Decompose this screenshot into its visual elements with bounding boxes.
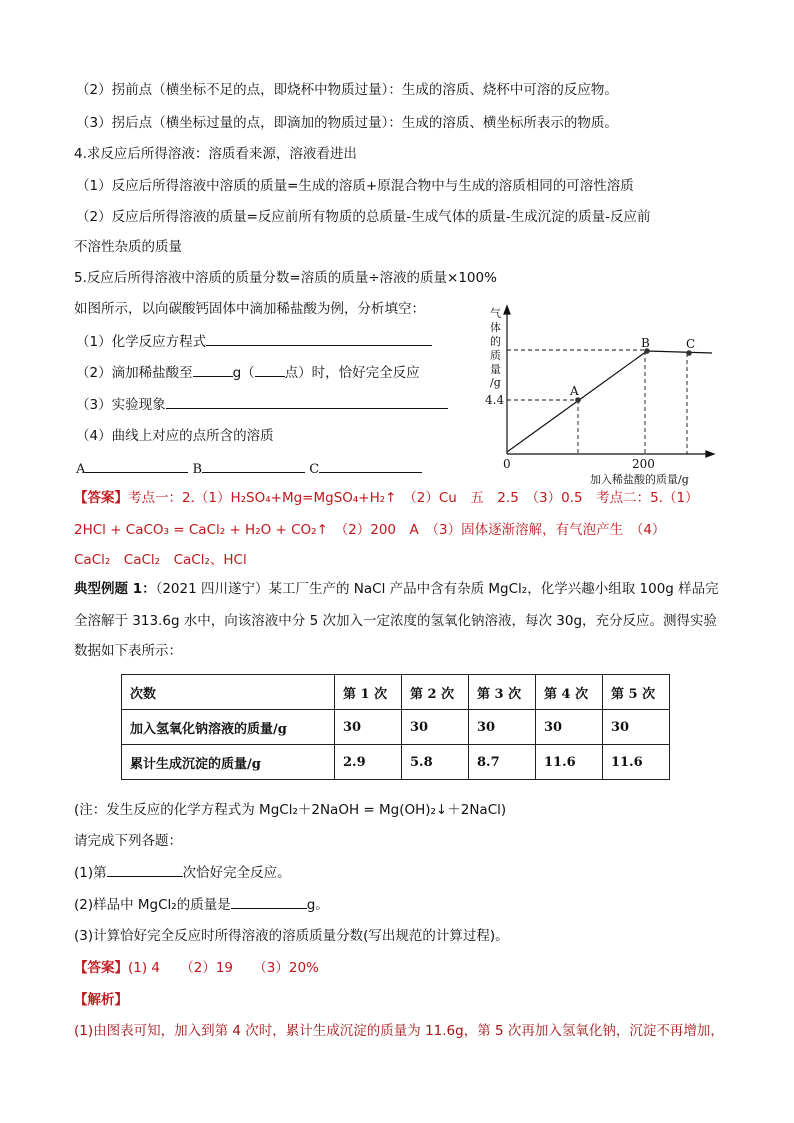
table-row: 累计生成沉淀的质量/g 2.9 5.8 8.7 11.6 11.6: [122, 745, 670, 780]
answer-blank[interactable]: [206, 331, 432, 346]
q1-label: （1）化学反应方程式: [76, 334, 207, 350]
point-a: [575, 397, 581, 403]
section5-heading: 5.反应后所得溶液中溶质的质量分数=溶质的质量÷溶液的质量×100%: [74, 270, 497, 286]
answer-tag: 【答案】: [74, 960, 128, 976]
question-note: (注：发生反应的化学方程式为 MgCl₂＋2NaOH = Mg(OH)₂↓＋2NaCl): [74, 802, 507, 818]
label-a: A: [76, 462, 86, 477]
example-intro-q3: [76, 394, 448, 415]
curve-flat: [647, 351, 712, 353]
answer-blank[interactable]: [107, 862, 183, 877]
example-label: 典型例题 1：: [74, 581, 156, 597]
answer-blank[interactable]: [231, 894, 307, 909]
answer1-line3: CaCl₂ CaCl₂ CaCl₂、HCl: [74, 552, 247, 568]
y-tick-4-4: 4.4: [485, 393, 505, 407]
answer-blank[interactable]: [193, 362, 233, 377]
example1-line2: 全溶解于 313.6g 水中，向该溶液中分 5 次加入一定浓度的氢氧化钠溶液，每次 30g，充分反应。测得实验: [74, 613, 718, 629]
example1-line3: 数据如下表所示：: [74, 643, 182, 659]
answer-blank[interactable]: [319, 458, 422, 473]
gas-mass-chart: [482, 302, 732, 492]
label-c: C: [309, 462, 320, 477]
answer-blank[interactable]: [202, 458, 305, 473]
q2-label-c: 点）时，恰好完全反应: [284, 365, 420, 381]
point-c: [686, 350, 692, 356]
svg-text:体: 体: [490, 321, 501, 334]
table-header-row: 次数 第 1 次 第 2 次 第 3 次 第 4 次 第 5 次: [122, 675, 670, 710]
label-c: C: [686, 337, 696, 351]
svg-text:的: 的: [490, 335, 501, 348]
example-intro-q1: [76, 331, 432, 352]
question-2: (2)样品中 MgCl₂的质量是 g。: [74, 894, 329, 915]
label-b: B: [641, 336, 650, 350]
analysis-line1: (1)由图表可知，加入到第 4 次时，累计生成沉淀的质量为 11.6g，第 5 次再加入氢氧化钠，沉淀不再增加，: [74, 1023, 724, 1039]
question-1: (1)第 次恰好完全反应。: [74, 862, 291, 883]
answer2: 【答案】(1) 4 （2）19 （3）20%: [74, 960, 319, 976]
section4-item2-line2: 不溶性杂质的质量: [74, 239, 182, 255]
q3-label: （3）实验现象: [76, 397, 166, 413]
svg-text:气: 气: [490, 307, 501, 320]
x-tick-200: 200: [632, 457, 655, 471]
svg-text:质: 质: [490, 349, 501, 362]
section3-item3: （3）拐后点（横坐标过量的点，即滴加的物质过量）：生成的溶质、横坐标所表示的物质。: [76, 115, 618, 131]
example1-line1: 典型例题 1：（2021 四川遂宁）某工厂生产的 NaCl 产品中含有杂质 MgCl₂，化学兴趣小组取 100g 样品完: [74, 581, 719, 597]
svg-text:/g: /g: [490, 376, 501, 389]
answer1-line1: 【答案】考点一：2.（1）H₂SO₄+Mg=MgSO₄+H₂↑ （2）Cu 五 2.5 （3）0.5 考点二：5.（1）: [74, 490, 699, 506]
example-intro-prompt: 如图所示，以向碳酸钙固体中滴加稀盐酸为例，分析填空：: [74, 301, 425, 317]
section3-item2: （2）拐前点（横坐标不足的点，即烧杯中物质过量）：生成的溶质、烧杯中可溶的反应物。: [76, 82, 618, 98]
q2-label-b: g（: [232, 365, 255, 381]
question-3: (3)计算恰好完全反应时所得溶液的溶质质量分数(写出规范的计算过程)。: [74, 928, 509, 944]
answer-tag: 【答案】: [74, 490, 128, 506]
analysis-tag: 【解析】: [74, 992, 128, 1008]
svg-text:量: 量: [490, 363, 501, 376]
label-a: A: [570, 384, 579, 398]
example-intro-q2: [76, 362, 420, 383]
section4-heading: 4.求反应后所得溶液：溶质看来源，溶液看进出: [74, 146, 357, 162]
example-intro-q4: （4）曲线上对应的点所含的溶质: [76, 428, 274, 444]
example-intro-abc: [76, 458, 422, 480]
answer-blank[interactable]: [166, 394, 448, 409]
answer-blank[interactable]: [255, 362, 285, 377]
label-b: B: [192, 462, 203, 477]
x-axis-label: 加入稀盐酸的质量/g: [590, 473, 689, 486]
table-row: 加入氢氧化钠溶液的质量/g 30 30 30 30 30: [122, 710, 670, 745]
answer1-line2: 2HCl + CaCO₃ = CaCl₂ + H₂O + CO₂↑ （2）200 A （3）固体逐渐溶解，有气泡产生 （4）: [74, 522, 666, 538]
answer-blank[interactable]: [85, 458, 188, 473]
origin-label: 0: [503, 457, 511, 471]
section4-item1: （1）反应后所得溶液中溶质的质量=生成的溶质+原混合物中与生成的溶质相同的可溶性溶质: [76, 178, 634, 194]
x-axis-arrow-icon: [706, 451, 714, 457]
data-table: [121, 674, 670, 780]
y-axis-arrow-icon: [504, 306, 510, 314]
section4-item2-line1: （2）反应后所得溶液的质量=反应前所有物质的总质量-生成气体的质量-生成沉淀的质量-反应前: [76, 209, 651, 225]
question-prompt: 请完成下列各题：: [74, 833, 182, 849]
q2-label-a: （2）滴加稀盐酸至: [76, 365, 193, 381]
